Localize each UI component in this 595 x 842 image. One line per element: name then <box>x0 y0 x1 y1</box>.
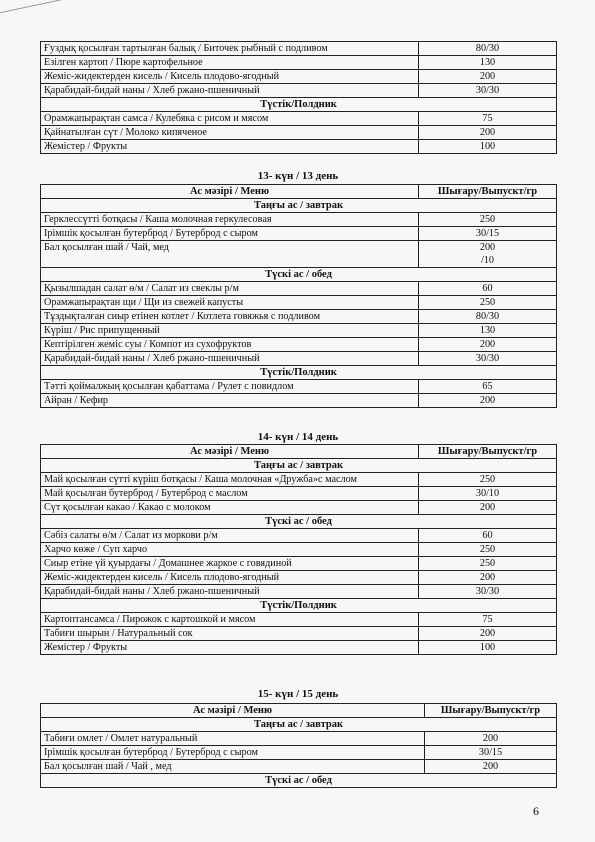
yield-value: 80/30 <box>475 43 500 54</box>
table-row <box>41 627 557 641</box>
dish-name: Табиғи шырын / Натуральный сок <box>41 627 419 641</box>
yield-amount <box>419 487 557 501</box>
dish-name: Тәтті қоймалжың қосылған қабаттама / Рулет с повидлом <box>41 380 419 394</box>
dish-name: Сиыр етіне үй қуырдағы / Домашнее жаркое с говядиной <box>41 557 419 571</box>
day-13-menu-table <box>40 184 557 408</box>
dish-name: Герклессүтті ботқасы / Каша молочная геркулесовая <box>41 213 419 227</box>
meal-section-label: Түскі ас / обед <box>41 774 557 788</box>
dish-name: Табиғи омлет / Омлет натуральный <box>41 732 425 746</box>
table-row <box>41 760 557 774</box>
yield-amount <box>419 585 557 599</box>
table-row <box>41 529 557 543</box>
yield-amount <box>425 746 557 760</box>
dish-name: Қызылшадан салат ө/м / Салат из свеклы р/м <box>41 282 419 296</box>
yield-value: /10 <box>480 255 495 266</box>
dish-name: Кептірілген жеміс суы / Компот из сухофруктов <box>41 338 419 352</box>
dish-name: Жеміс-жидектерден кисель / Кисель плодово-ягодный <box>41 571 419 585</box>
table-row <box>41 394 557 408</box>
dish-name: Ірімшік қосылған бутерброд / Бутерброд с сыром <box>41 227 419 241</box>
yield-amount <box>419 310 557 324</box>
table-row <box>41 641 557 655</box>
yield-amount <box>419 557 557 571</box>
dish-name: Картоптансамса / Пирожок с картошкой и мясом <box>41 613 419 627</box>
table-row <box>41 380 557 394</box>
yield-value: 200 <box>482 761 499 772</box>
meal-section-label: Түстік/Полдник <box>41 366 557 380</box>
yield-amount <box>419 296 557 310</box>
yield-value: 80/30 <box>475 311 500 322</box>
day-14-menu-table <box>40 444 557 655</box>
yield-value: 30/15 <box>478 747 503 758</box>
table-row <box>41 352 557 366</box>
yield-value: 100 <box>479 141 496 152</box>
meal-section-label: Түстік/Полдник <box>41 599 557 613</box>
dish-name: Қайнатылған сүт / Молоко кипяченое <box>41 126 419 140</box>
column-header-yield: Шығару/Выпускт/гр <box>419 445 557 459</box>
day-14-title: 14- күн / 14 день <box>257 431 339 443</box>
table-row <box>41 241 557 268</box>
table-row <box>41 732 557 746</box>
table-row <box>41 282 557 296</box>
yield-amount <box>419 140 557 154</box>
table-row <box>41 585 557 599</box>
yield-value: 60 <box>482 530 493 541</box>
yield-amount <box>425 760 557 774</box>
yield-value: 200 <box>479 339 496 350</box>
table-row <box>41 338 557 352</box>
meal-section-row <box>41 718 557 732</box>
yield-value: 250 <box>479 558 496 569</box>
menu-table-continued <box>40 41 557 154</box>
yield-value: 60 <box>482 283 493 294</box>
meal-section-label: Түстік/Полдник <box>41 98 557 112</box>
yield-value: 200 <box>479 502 496 513</box>
yield-amount <box>419 70 557 84</box>
yield-amount <box>419 241 557 268</box>
column-header-yield: Шығару/Выпускт/гр <box>419 185 557 199</box>
meal-section-label: Түскі ас / обед <box>41 268 557 282</box>
meal-section-label: Таңғы ас / завтрак <box>41 199 557 213</box>
yield-amount <box>419 112 557 126</box>
yield-amount <box>419 529 557 543</box>
yield-amount <box>419 213 557 227</box>
dish-name: Сүт қосылған какао / Какао с молоком <box>41 501 419 515</box>
dish-name: Қарабидай-бидай наны / Хлеб ржано-пшеничный <box>41 84 419 98</box>
yield-amount <box>419 282 557 296</box>
yield-value: 30/30 <box>475 586 500 597</box>
table-row <box>41 473 557 487</box>
table-header-row <box>41 185 557 199</box>
yield-value: 250 <box>479 544 496 555</box>
meal-section-row <box>41 515 557 529</box>
dish-name: Жеміс-жидектерден кисель / Кисель плодово-ягодный <box>41 70 419 84</box>
table-row <box>41 310 557 324</box>
yield-value: 65 <box>482 381 493 392</box>
dish-name: Ғуздық қосылған тартылған балық / Биточек рыбный с подливом <box>41 42 419 56</box>
yield-amount <box>425 732 557 746</box>
column-header-menu: Ас мәзірі / Меню <box>41 704 425 718</box>
page-number: 6 <box>533 804 539 818</box>
column-header-yield: Шығару/Выпускт/гр <box>425 704 557 718</box>
table-header-row <box>41 445 557 459</box>
yield-value: 200 <box>479 71 496 82</box>
dish-name: Жемістер / Фрукты <box>41 140 419 154</box>
table-header-row <box>41 704 557 718</box>
meal-section-label: Таңғы ас / завтрак <box>41 459 557 473</box>
table-row <box>41 126 557 140</box>
dish-name: Тұздықталған сиыр етінен котлет / Котлета говяжья с подливом <box>41 310 419 324</box>
table-row <box>41 84 557 98</box>
yield-amount <box>419 473 557 487</box>
dish-name: Сәбіз салаты ө/м / Салат из моркови р/м <box>41 529 419 543</box>
dish-name: Орамжапырақтан самса / Кулебяка с рисом и мясом <box>41 112 419 126</box>
yield-value: 200 <box>482 733 499 744</box>
meal-section-row <box>41 366 557 380</box>
yield-amount <box>419 324 557 338</box>
dish-name: Харчо көже / Суп харчо <box>41 543 419 557</box>
table-row <box>41 557 557 571</box>
meal-section-row <box>41 599 557 613</box>
yield-amount <box>419 543 557 557</box>
table-row <box>41 213 557 227</box>
dish-name: Май қосылған сүтті күріш ботқасы / Каша молочная «Дружба»с маслом <box>41 473 419 487</box>
table-row <box>41 70 557 84</box>
meal-section-row <box>41 199 557 213</box>
yield-value: 200 <box>479 242 496 253</box>
table-row <box>41 746 557 760</box>
yield-amount <box>419 613 557 627</box>
table-row <box>41 571 557 585</box>
yield-amount <box>419 380 557 394</box>
table-row <box>41 140 557 154</box>
column-header-menu: Ас мәзірі / Меню <box>41 445 419 459</box>
yield-value: 130 <box>479 57 496 68</box>
yield-value: 200 <box>479 628 496 639</box>
yield-amount <box>419 641 557 655</box>
yield-amount <box>419 352 557 366</box>
yield-amount <box>419 227 557 241</box>
table-row <box>41 543 557 557</box>
yield-value: 75 <box>482 113 493 124</box>
yield-amount <box>419 42 557 56</box>
yield-value: 200 <box>479 572 496 583</box>
dish-name: Ірімшік қосылған бутерброд / Бутерброд с сыром <box>41 746 425 760</box>
dish-name: Бал қосылған шай / Чай, мед <box>41 241 419 268</box>
table-row <box>41 296 557 310</box>
dish-name: Қарабидай-бидай наны / Хлеб ржано-пшеничный <box>41 352 419 366</box>
yield-value: 250 <box>479 297 496 308</box>
yield-amount <box>419 126 557 140</box>
meal-section-row <box>41 459 557 473</box>
table-row <box>41 613 557 627</box>
yield-amount <box>419 627 557 641</box>
day-15-menu-table <box>40 703 557 788</box>
yield-value: 30/30 <box>475 353 500 364</box>
dish-name: Езілген картоп / Пюре картофельное <box>41 56 419 70</box>
yield-value: 250 <box>479 214 496 225</box>
table-row <box>41 112 557 126</box>
table-row <box>41 56 557 70</box>
meal-section-row <box>41 98 557 112</box>
day-13-title: 13- күн / 13 день <box>257 170 339 182</box>
yield-value: 30/10 <box>475 488 500 499</box>
meal-section-row <box>41 774 557 788</box>
dish-name: Орамжапырақтан щи / Щи из свежей капусты <box>41 296 419 310</box>
yield-amount <box>419 571 557 585</box>
yield-value: 250 <box>479 474 496 485</box>
table-row <box>41 487 557 501</box>
dish-name: Күріш / Рис припущенный <box>41 324 419 338</box>
scan-edge-line <box>0 0 66 14</box>
yield-value: 75 <box>482 614 493 625</box>
yield-amount <box>419 56 557 70</box>
yield-value: 200 <box>479 395 496 406</box>
meal-section-row <box>41 268 557 282</box>
day-15-title: 15- күн / 15 день <box>257 688 339 700</box>
yield-value: 30/15 <box>475 228 500 239</box>
yield-value: 200 <box>479 127 496 138</box>
dish-name: Май қосылған бутерброд / Бутерброд с маслом <box>41 487 419 501</box>
column-header-menu: Ас мәзірі / Меню <box>41 185 419 199</box>
dish-name: Қарабидай-бидай наны / Хлеб ржано-пшеничный <box>41 585 419 599</box>
meal-section-label: Түскі ас / обед <box>41 515 557 529</box>
dish-name: Жемістер / Фрукты <box>41 641 419 655</box>
yield-value: 130 <box>479 325 496 336</box>
yield-amount <box>419 501 557 515</box>
yield-value: 100 <box>479 642 496 653</box>
yield-value: 30/30 <box>475 85 500 96</box>
yield-amount <box>419 394 557 408</box>
yield-amount <box>419 338 557 352</box>
table-row <box>41 324 557 338</box>
meal-section-label: Таңғы ас / завтрак <box>41 718 557 732</box>
dish-name: Бал қосылған шай / Чай , мед <box>41 760 425 774</box>
table-row <box>41 227 557 241</box>
table-row <box>41 42 557 56</box>
dish-name: Айран / Кефир <box>41 394 419 408</box>
table-row <box>41 501 557 515</box>
yield-amount <box>419 84 557 98</box>
